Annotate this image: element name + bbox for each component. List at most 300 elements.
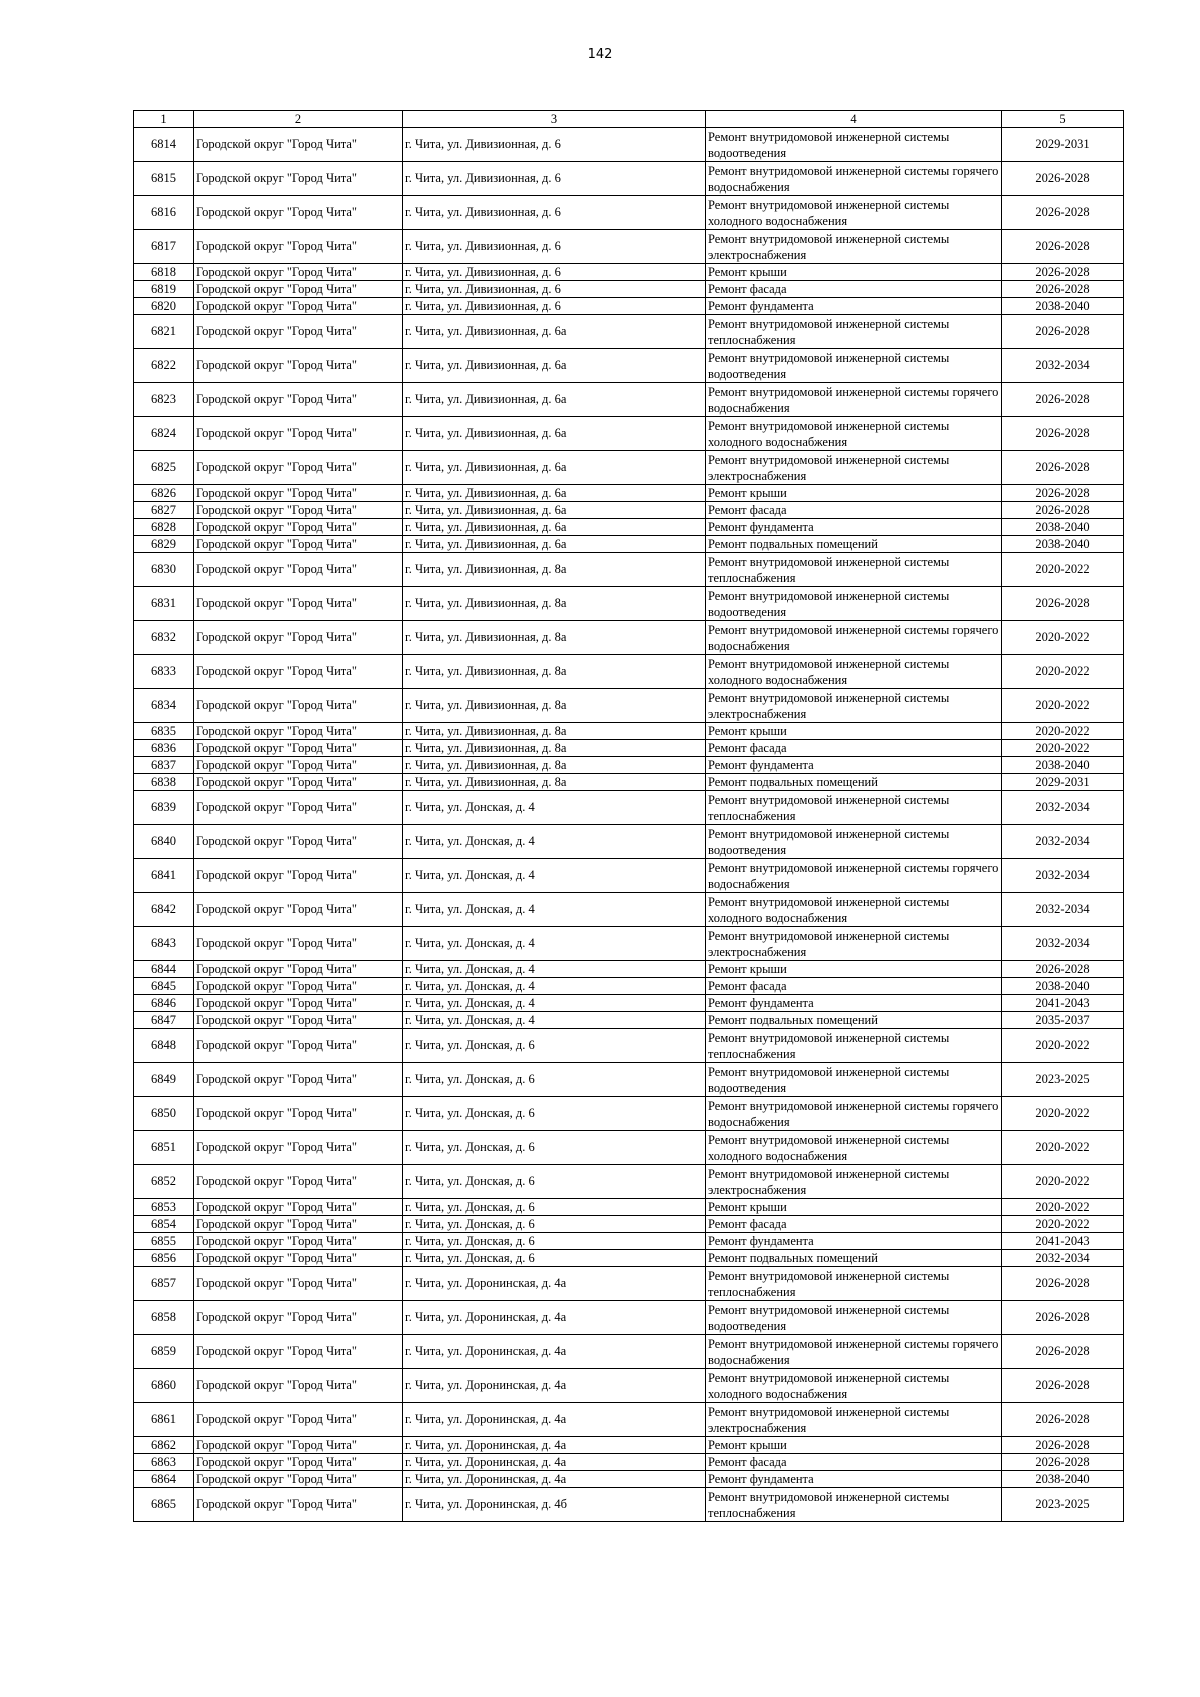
period-cell: 2026-2028 [1002,1267,1124,1301]
row-number: 6850 [134,1097,194,1131]
period-cell: 2026-2028 [1002,485,1124,502]
row-number: 6841 [134,859,194,893]
address-cell: г. Чита, ул. Доронинская, д. 4а [403,1369,706,1403]
address-cell: г. Чита, ул. Дивизионная, д. 8а [403,723,706,740]
table-row [134,519,1124,536]
address-cell: г. Чита, ул. Донская, д. 4 [403,791,706,825]
municipality-cell: Городской округ "Город Чита" [194,1199,403,1216]
table-row [134,825,1124,859]
municipality-cell: Городской округ "Город Чита" [194,995,403,1012]
work-type-cell: Ремонт внутридомовой инженерной системы горячего водоснабжения [706,1097,1002,1131]
period-cell: 2020-2022 [1002,1029,1124,1063]
table-row [134,689,1124,723]
table-row [134,349,1124,383]
address-cell: г. Чита, ул. Дивизионная, д. 6а [403,383,706,417]
work-type-cell: Ремонт внутридомовой инженерной системы водоотведения [706,128,1002,162]
table-row [134,451,1124,485]
row-number: 6822 [134,349,194,383]
work-type-cell: Ремонт фундамента [706,995,1002,1012]
row-number: 6821 [134,315,194,349]
municipality-cell: Городской округ "Город Чита" [194,451,403,485]
period-cell: 2041-2043 [1002,1233,1124,1250]
work-type-cell: Ремонт внутридомовой инженерной системы горячего водоснабжения [706,621,1002,655]
period-cell: 2032-2034 [1002,825,1124,859]
work-type-cell: Ремонт фасада [706,1454,1002,1471]
row-number: 6814 [134,128,194,162]
municipality-cell: Городской округ "Город Чита" [194,1250,403,1267]
period-cell: 2026-2028 [1002,230,1124,264]
table-row [134,1488,1124,1522]
table-row [134,1233,1124,1250]
row-number: 6824 [134,417,194,451]
period-cell: 2020-2022 [1002,1165,1124,1199]
work-type-cell: Ремонт внутридомовой инженерной системы электроснабжения [706,1403,1002,1437]
work-type-cell: Ремонт внутридомовой инженерной системы электроснабжения [706,451,1002,485]
table-row [134,1267,1124,1301]
address-cell: г. Чита, ул. Дивизионная, д. 6а [403,536,706,553]
municipality-cell: Городской округ "Город Чита" [194,264,403,281]
period-cell: 2038-2040 [1002,978,1124,995]
address-cell: г. Чита, ул. Донская, д. 4 [403,893,706,927]
municipality-cell: Городской округ "Город Чита" [194,230,403,264]
table-row [134,1301,1124,1335]
work-type-cell: Ремонт подвальных помещений [706,774,1002,791]
address-cell: г. Чита, ул. Дивизионная, д. 6 [403,264,706,281]
municipality-cell: Городской округ "Город Чита" [194,1131,403,1165]
municipality-cell: Городской округ "Город Чита" [194,1233,403,1250]
row-number: 6826 [134,485,194,502]
work-type-cell: Ремонт внутридомовой инженерной системы электроснабжения [706,927,1002,961]
municipality-cell: Городской округ "Город Чита" [194,349,403,383]
work-type-cell: Ремонт фасада [706,1216,1002,1233]
municipality-cell: Городской округ "Город Чита" [194,536,403,553]
municipality-cell: Городской округ "Город Чита" [194,1335,403,1369]
work-type-cell: Ремонт внутридомовой инженерной системы горячего водоснабжения [706,162,1002,196]
table-row [134,1250,1124,1267]
work-type-cell: Ремонт внутридомовой инженерной системы теплоснабжения [706,1029,1002,1063]
work-type-cell: Ремонт крыши [706,264,1002,281]
row-number: 6847 [134,1012,194,1029]
period-cell: 2026-2028 [1002,502,1124,519]
row-number: 6825 [134,451,194,485]
table-row [134,485,1124,502]
period-cell: 2038-2040 [1002,298,1124,315]
address-cell: г. Чита, ул. Дивизионная, д. 8а [403,689,706,723]
work-type-cell: Ремонт внутридомовой инженерной системы водоотведения [706,1063,1002,1097]
work-type-cell: Ремонт внутридомовой инженерной системы холодного водоснабжения [706,655,1002,689]
table-row [134,587,1124,621]
address-cell: г. Чита, ул. Донская, д. 4 [403,978,706,995]
work-type-cell: Ремонт внутридомовой инженерной системы теплоснабжения [706,1267,1002,1301]
row-number: 6860 [134,1369,194,1403]
column-header: 1 [134,111,194,128]
work-type-cell: Ремонт фасада [706,502,1002,519]
table-row [134,1216,1124,1233]
municipality-cell: Городской округ "Город Чита" [194,655,403,689]
work-type-cell: Ремонт внутридомовой инженерной системы горячего водоснабжения [706,859,1002,893]
period-cell: 2026-2028 [1002,1437,1124,1454]
work-type-cell: Ремонт внутридомовой инженерной системы электроснабжения [706,230,1002,264]
period-cell: 2038-2040 [1002,1471,1124,1488]
work-type-cell: Ремонт внутридомовой инженерной системы электроснабжения [706,689,1002,723]
address-cell: г. Чита, ул. Дивизионная, д. 8а [403,757,706,774]
municipality-cell: Городской округ "Город Чита" [194,740,403,757]
municipality-cell: Городской округ "Город Чита" [194,1403,403,1437]
table-row [134,859,1124,893]
work-type-cell: Ремонт подвальных помещений [706,1250,1002,1267]
municipality-cell: Городской округ "Город Чита" [194,553,403,587]
period-cell: 2020-2022 [1002,740,1124,757]
address-cell: г. Чита, ул. Дивизионная, д. 6а [403,349,706,383]
municipality-cell: Городской округ "Город Чита" [194,1267,403,1301]
work-type-cell: Ремонт фундамента [706,757,1002,774]
period-cell: 2020-2022 [1002,1199,1124,1216]
row-number: 6844 [134,961,194,978]
municipality-cell: Городской округ "Город Чита" [194,315,403,349]
address-cell: г. Чита, ул. Донская, д. 6 [403,1199,706,1216]
table-row [134,791,1124,825]
period-cell: 2032-2034 [1002,859,1124,893]
row-number: 6845 [134,978,194,995]
work-type-cell: Ремонт подвальных помещений [706,1012,1002,1029]
address-cell: г. Чита, ул. Дивизионная, д. 6 [403,281,706,298]
row-number: 6862 [134,1437,194,1454]
period-cell: 2026-2028 [1002,196,1124,230]
table-row [134,1063,1124,1097]
period-cell: 2038-2040 [1002,536,1124,553]
municipality-cell: Городской округ "Город Чита" [194,1012,403,1029]
period-cell: 2032-2034 [1002,791,1124,825]
row-number: 6828 [134,519,194,536]
row-number: 6848 [134,1029,194,1063]
table-row [134,281,1124,298]
work-type-cell: Ремонт внутридомовой инженерной системы водоотведения [706,1301,1002,1335]
period-cell: 2026-2028 [1002,315,1124,349]
row-number: 6837 [134,757,194,774]
work-type-cell: Ремонт внутридомовой инженерной системы теплоснабжения [706,791,1002,825]
table-row [134,1012,1124,1029]
address-cell: г. Чита, ул. Доронинская, д. 4а [403,1301,706,1335]
municipality-cell: Городской округ "Город Чита" [194,162,403,196]
work-type-cell: Ремонт крыши [706,485,1002,502]
address-cell: г. Чита, ул. Донская, д. 6 [403,1063,706,1097]
table-row [134,502,1124,519]
work-type-cell: Ремонт крыши [706,1437,1002,1454]
table-row [134,1403,1124,1437]
row-number: 6858 [134,1301,194,1335]
address-cell: г. Чита, ул. Донская, д. 4 [403,927,706,961]
municipality-cell: Городской округ "Город Чита" [194,621,403,655]
table-row [134,995,1124,1012]
work-type-cell: Ремонт крыши [706,961,1002,978]
work-type-cell: Ремонт фундамента [706,298,1002,315]
period-cell: 2023-2025 [1002,1063,1124,1097]
row-number: 6833 [134,655,194,689]
table-row [134,1471,1124,1488]
column-number-row [134,111,1124,128]
period-cell: 2020-2022 [1002,621,1124,655]
address-cell: г. Чита, ул. Дивизионная, д. 6 [403,230,706,264]
row-number: 6865 [134,1488,194,1522]
table-row [134,162,1124,196]
period-cell: 2020-2022 [1002,1216,1124,1233]
repair-schedule-table [133,110,1124,1522]
table-row [134,621,1124,655]
municipality-cell: Городской округ "Город Чита" [194,587,403,621]
work-type-cell: Ремонт фундамента [706,519,1002,536]
municipality-cell: Городской округ "Город Чита" [194,1454,403,1471]
work-type-cell: Ремонт внутридомовой инженерной системы горячего водоснабжения [706,1335,1002,1369]
address-cell: г. Чита, ул. Доронинская, д. 4а [403,1267,706,1301]
row-number: 6816 [134,196,194,230]
address-cell: г. Чита, ул. Дивизионная, д. 6а [403,519,706,536]
row-number: 6823 [134,383,194,417]
table-row [134,893,1124,927]
row-number: 6859 [134,1335,194,1369]
row-number: 6832 [134,621,194,655]
period-cell: 2035-2037 [1002,1012,1124,1029]
municipality-cell: Городской округ "Город Чита" [194,978,403,995]
work-type-cell: Ремонт фасада [706,281,1002,298]
work-type-cell: Ремонт внутридомовой инженерной системы теплоснабжения [706,315,1002,349]
table-row [134,1097,1124,1131]
address-cell: г. Чита, ул. Донская, д. 6 [403,1250,706,1267]
table-row [134,961,1124,978]
column-header: 4 [706,111,1002,128]
work-type-cell: Ремонт фундамента [706,1471,1002,1488]
table-row [134,196,1124,230]
municipality-cell: Городской округ "Город Чита" [194,791,403,825]
period-cell: 2026-2028 [1002,451,1124,485]
table-row [134,315,1124,349]
municipality-cell: Городской округ "Город Чита" [194,417,403,451]
municipality-cell: Городской округ "Город Чита" [194,1471,403,1488]
address-cell: г. Чита, ул. Донская, д. 4 [403,961,706,978]
municipality-cell: Городской округ "Город Чита" [194,689,403,723]
address-cell: г. Чита, ул. Доронинская, д. 4а [403,1437,706,1454]
period-cell: 2020-2022 [1002,1097,1124,1131]
row-number: 6861 [134,1403,194,1437]
row-number: 6852 [134,1165,194,1199]
municipality-cell: Городской округ "Город Чита" [194,723,403,740]
table-row [134,1131,1124,1165]
table-row [134,1165,1124,1199]
table-row [134,1454,1124,1471]
work-type-cell: Ремонт крыши [706,1199,1002,1216]
period-cell: 2029-2031 [1002,774,1124,791]
address-cell: г. Чита, ул. Доронинская, д. 4а [403,1335,706,1369]
period-cell: 2026-2028 [1002,1369,1124,1403]
table-row [134,740,1124,757]
address-cell: г. Чита, ул. Доронинская, д. 4а [403,1454,706,1471]
work-type-cell: Ремонт крыши [706,723,1002,740]
table-row [134,553,1124,587]
row-number: 6843 [134,927,194,961]
table-row [134,298,1124,315]
table-row [134,1199,1124,1216]
municipality-cell: Городской округ "Город Чита" [194,1063,403,1097]
period-cell: 2026-2028 [1002,587,1124,621]
table-row [134,1029,1124,1063]
period-cell: 2026-2028 [1002,961,1124,978]
table-row [134,757,1124,774]
column-header: 2 [194,111,403,128]
row-number: 6819 [134,281,194,298]
address-cell: г. Чита, ул. Доронинская, д. 4а [403,1471,706,1488]
address-cell: г. Чита, ул. Дивизионная, д. 6 [403,196,706,230]
period-cell: 2020-2022 [1002,1131,1124,1165]
address-cell: г. Чита, ул. Дивизионная, д. 6 [403,298,706,315]
address-cell: г. Чита, ул. Дивизионная, д. 8а [403,553,706,587]
table-row [134,1335,1124,1369]
table-row [134,1369,1124,1403]
municipality-cell: Городской округ "Город Чита" [194,1165,403,1199]
municipality-cell: Городской округ "Город Чита" [194,519,403,536]
period-cell: 2020-2022 [1002,689,1124,723]
municipality-cell: Городской округ "Город Чита" [194,1369,403,1403]
row-number: 6817 [134,230,194,264]
table-row [134,774,1124,791]
work-type-cell: Ремонт внутридомовой инженерной системы водоотведения [706,349,1002,383]
row-number: 6849 [134,1063,194,1097]
municipality-cell: Городской округ "Город Чита" [194,757,403,774]
address-cell: г. Чита, ул. Дивизионная, д. 6а [403,451,706,485]
period-cell: 2020-2022 [1002,723,1124,740]
row-number: 6842 [134,893,194,927]
period-cell: 2020-2022 [1002,553,1124,587]
row-number: 6827 [134,502,194,519]
column-header: 5 [1002,111,1124,128]
work-type-cell: Ремонт внутридомовой инженерной системы холодного водоснабжения [706,417,1002,451]
work-type-cell: Ремонт внутридомовой инженерной системы горячего водоснабжения [706,383,1002,417]
row-number: 6855 [134,1233,194,1250]
table-row [134,655,1124,689]
municipality-cell: Городской округ "Город Чита" [194,485,403,502]
table-row [134,1437,1124,1454]
municipality-cell: Городской округ "Город Чита" [194,859,403,893]
municipality-cell: Городской округ "Город Чита" [194,774,403,791]
address-cell: г. Чита, ул. Дивизионная, д. 6а [403,417,706,451]
address-cell: г. Чита, ул. Доронинская, д. 4б [403,1488,706,1522]
municipality-cell: Городской округ "Город Чита" [194,128,403,162]
work-type-cell: Ремонт внутридомовой инженерной системы холодного водоснабжения [706,196,1002,230]
municipality-cell: Городской округ "Город Чита" [194,1216,403,1233]
work-type-cell: Ремонт внутридомовой инженерной системы электроснабжения [706,1165,1002,1199]
work-type-cell: Ремонт фундамента [706,1233,1002,1250]
work-type-cell: Ремонт внутридомовой инженерной системы холодного водоснабжения [706,1369,1002,1403]
address-cell: г. Чита, ул. Доронинская, д. 4а [403,1403,706,1437]
municipality-cell: Городской округ "Город Чита" [194,383,403,417]
address-cell: г. Чита, ул. Донская, д. 6 [403,1029,706,1063]
table-row [134,383,1124,417]
address-cell: г. Чита, ул. Донская, д. 4 [403,1012,706,1029]
row-number: 6856 [134,1250,194,1267]
address-cell: г. Чита, ул. Дивизионная, д. 6а [403,315,706,349]
address-cell: г. Чита, ул. Дивизионная, д. 8а [403,621,706,655]
row-number: 6835 [134,723,194,740]
address-cell: г. Чита, ул. Дивизионная, д. 8а [403,740,706,757]
table-row [134,128,1124,162]
period-cell: 2026-2028 [1002,281,1124,298]
table-row [134,264,1124,281]
period-cell: 2023-2025 [1002,1488,1124,1522]
address-cell: г. Чита, ул. Донская, д. 4 [403,995,706,1012]
municipality-cell: Городской округ "Город Чита" [194,825,403,859]
municipality-cell: Городской округ "Город Чита" [194,1097,403,1131]
address-cell: г. Чита, ул. Дивизионная, д. 6а [403,485,706,502]
row-number: 6863 [134,1454,194,1471]
row-number: 6820 [134,298,194,315]
period-cell: 2026-2028 [1002,383,1124,417]
address-cell: г. Чита, ул. Донская, д. 4 [403,859,706,893]
row-number: 6818 [134,264,194,281]
work-type-cell: Ремонт фасада [706,978,1002,995]
period-cell: 2026-2028 [1002,264,1124,281]
row-number: 6864 [134,1471,194,1488]
address-cell: г. Чита, ул. Дивизионная, д. 8а [403,655,706,689]
address-cell: г. Чита, ул. Донская, д. 6 [403,1131,706,1165]
municipality-cell: Городской округ "Город Чита" [194,1301,403,1335]
address-cell: г. Чита, ул. Дивизионная, д. 6 [403,162,706,196]
period-cell: 2038-2040 [1002,519,1124,536]
row-number: 6846 [134,995,194,1012]
address-cell: г. Чита, ул. Донская, д. 6 [403,1165,706,1199]
address-cell: г. Чита, ул. Дивизионная, д. 6 [403,128,706,162]
row-number: 6839 [134,791,194,825]
municipality-cell: Городской округ "Город Чита" [194,502,403,519]
municipality-cell: Городской округ "Город Чита" [194,196,403,230]
work-type-cell: Ремонт внутридомовой инженерной системы водоотведения [706,587,1002,621]
row-number: 6853 [134,1199,194,1216]
table-body [134,111,1124,1522]
period-cell: 2032-2034 [1002,1250,1124,1267]
address-cell: г. Чита, ул. Донская, д. 4 [403,825,706,859]
work-type-cell: Ремонт внутридомовой инженерной системы теплоснабжения [706,1488,1002,1522]
municipality-cell: Городской округ "Город Чита" [194,1029,403,1063]
table-row [134,536,1124,553]
municipality-cell: Городской округ "Город Чита" [194,893,403,927]
table-row [134,417,1124,451]
row-number: 6857 [134,1267,194,1301]
column-header: 3 [403,111,706,128]
row-number: 6831 [134,587,194,621]
period-cell: 2020-2022 [1002,655,1124,689]
row-number: 6829 [134,536,194,553]
period-cell: 2026-2028 [1002,1301,1124,1335]
table-row [134,978,1124,995]
period-cell: 2041-2043 [1002,995,1124,1012]
period-cell: 2026-2028 [1002,162,1124,196]
municipality-cell: Городской округ "Город Чита" [194,1488,403,1522]
address-cell: г. Чита, ул. Дивизионная, д. 8а [403,774,706,791]
municipality-cell: Городской округ "Город Чита" [194,281,403,298]
period-cell: 2032-2034 [1002,893,1124,927]
table-row [134,723,1124,740]
work-type-cell: Ремонт фасада [706,740,1002,757]
period-cell: 2026-2028 [1002,1335,1124,1369]
row-number: 6834 [134,689,194,723]
work-type-cell: Ремонт внутридомовой инженерной системы холодного водоснабжения [706,893,1002,927]
address-cell: г. Чита, ул. Донская, д. 6 [403,1097,706,1131]
page-number: 142 [587,47,613,62]
row-number: 6836 [134,740,194,757]
municipality-cell: Городской округ "Город Чита" [194,927,403,961]
work-type-cell: Ремонт подвальных помещений [706,536,1002,553]
address-cell: г. Чита, ул. Донская, д. 6 [403,1233,706,1250]
address-cell: г. Чита, ул. Дивизионная, д. 6а [403,502,706,519]
municipality-cell: Городской округ "Город Чита" [194,1437,403,1454]
work-type-cell: Ремонт внутридомовой инженерной системы теплоснабжения [706,553,1002,587]
